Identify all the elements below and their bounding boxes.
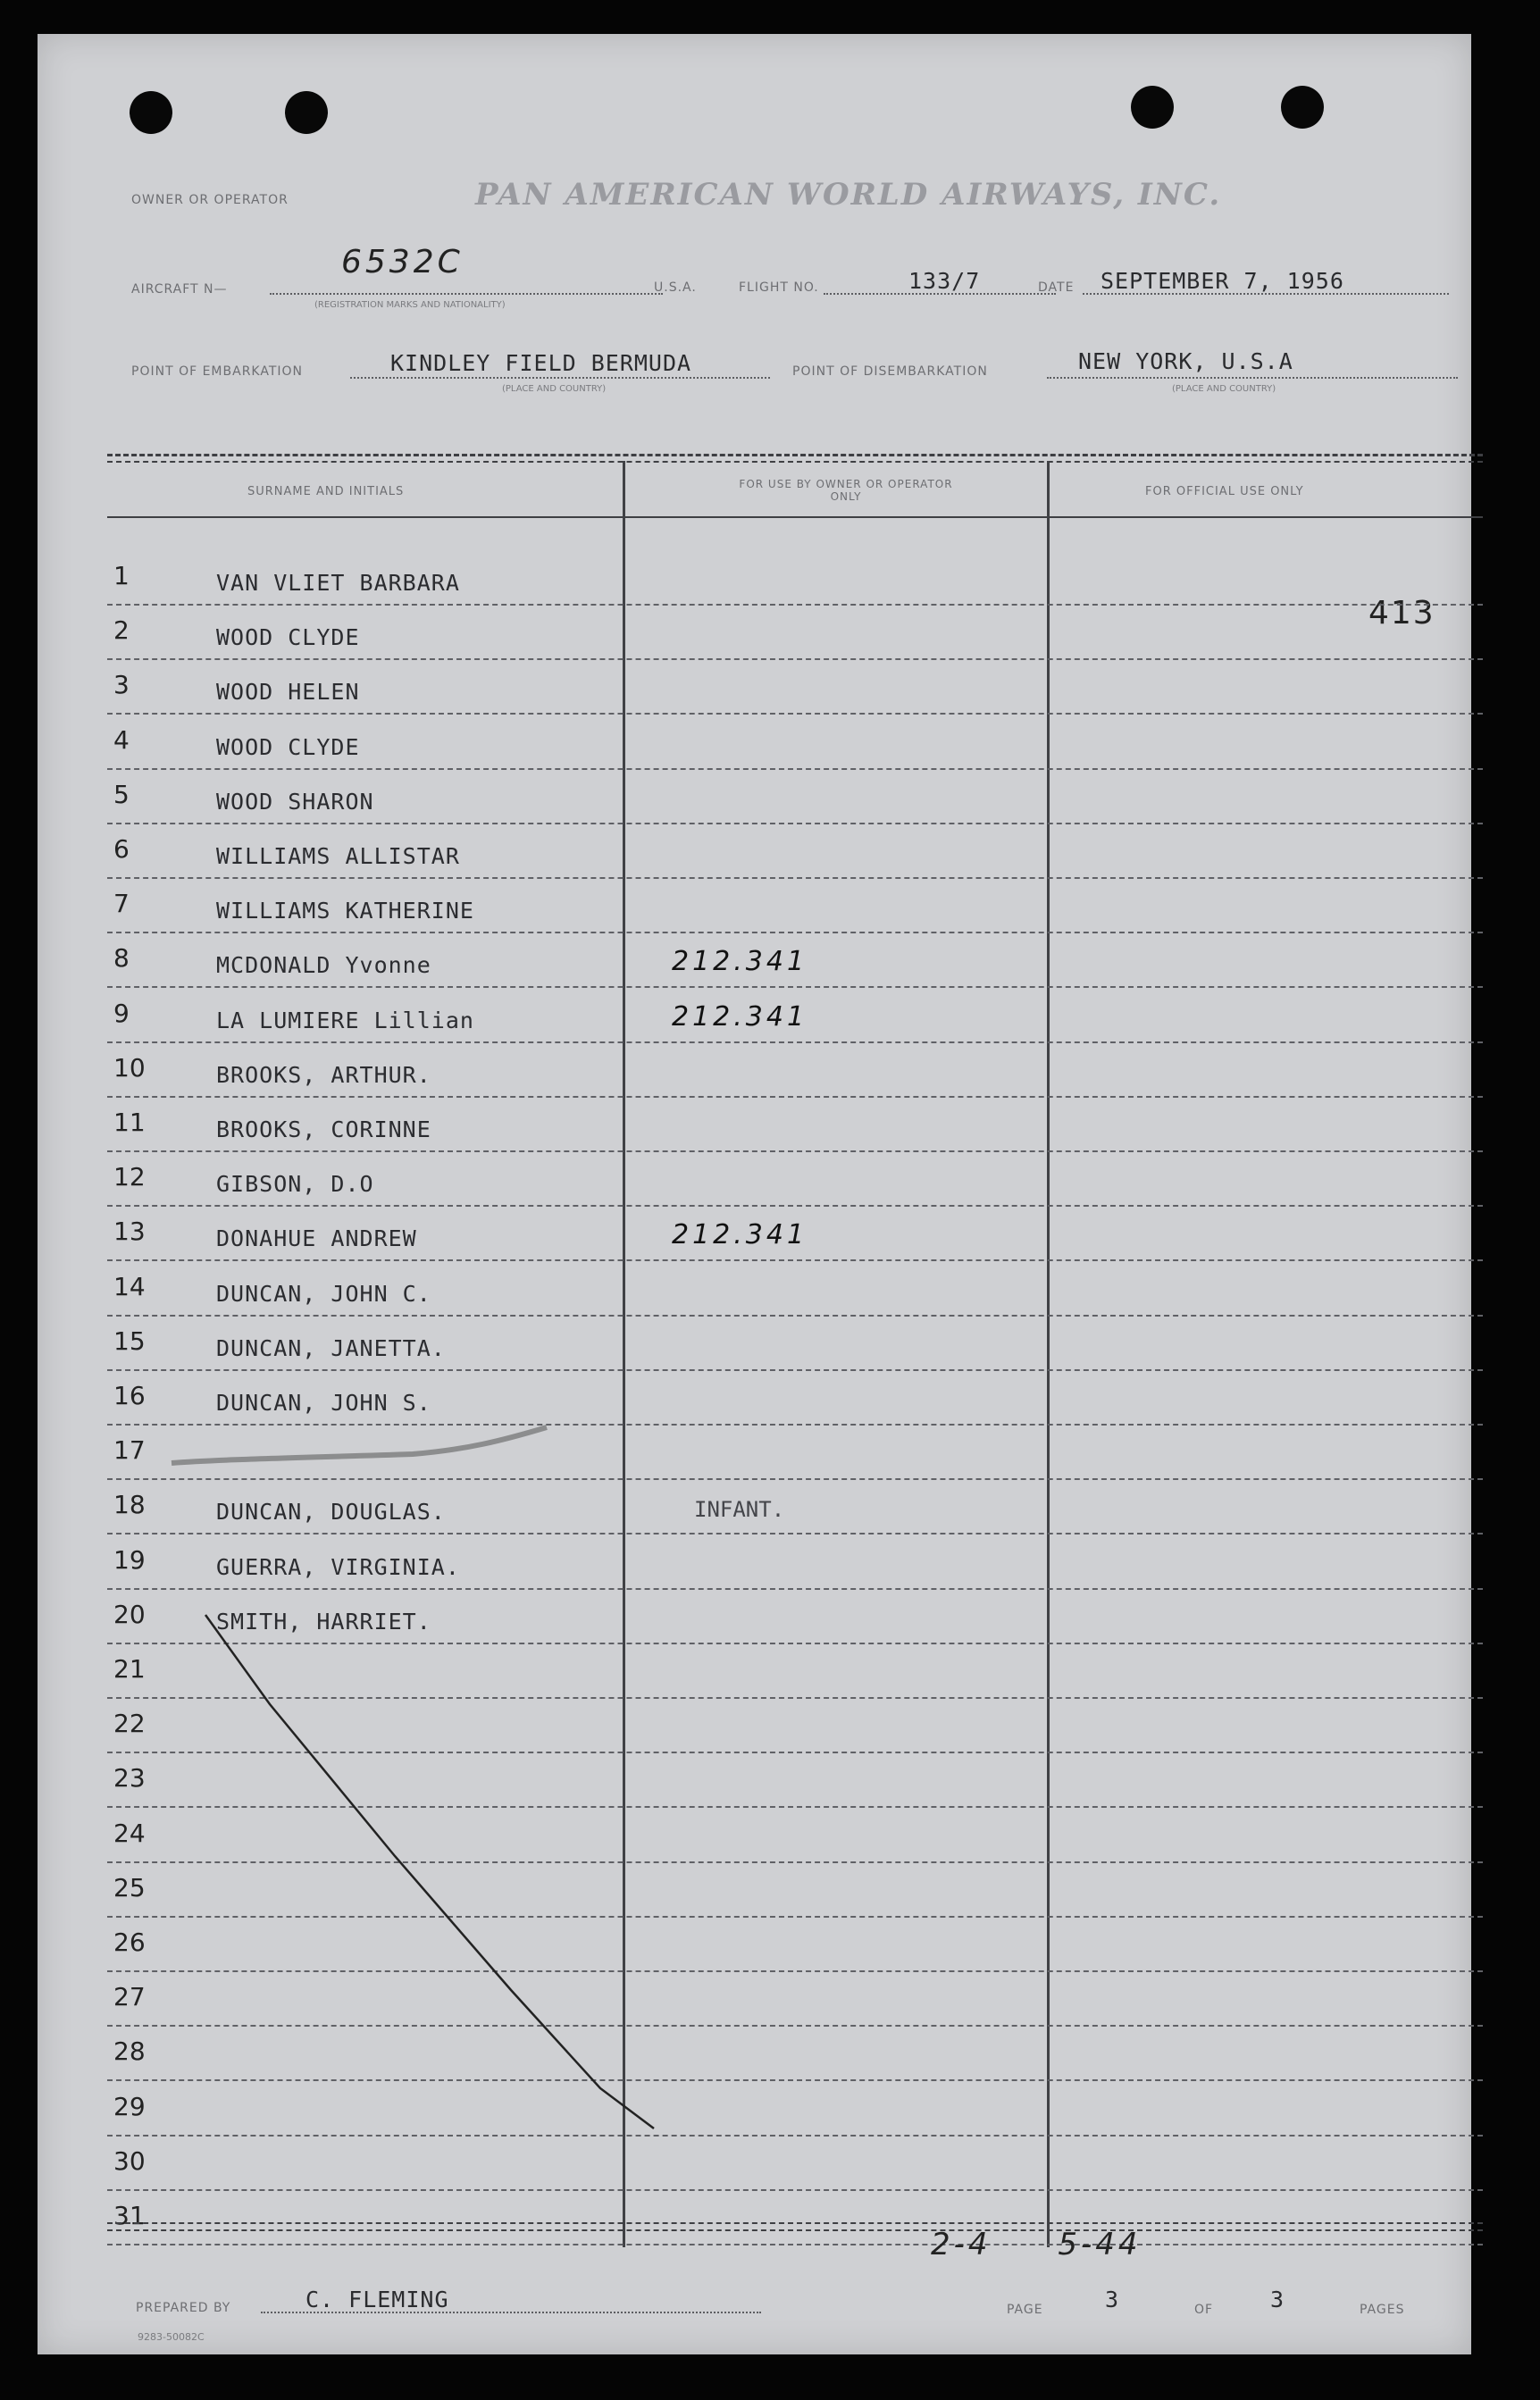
page-value: 3 <box>1105 2287 1120 2312</box>
passenger-name: WOOD HELEN <box>216 679 360 706</box>
flight-label: FLIGHT NO. <box>739 280 819 295</box>
row-number: 1 <box>113 561 130 590</box>
row-number: 27 <box>113 1982 146 2012</box>
col-header-owner-use: FOR USE BY OWNER OR OPERATOR ONLY <box>739 478 953 503</box>
row-number: 4 <box>113 724 130 755</box>
passenger-name: DONAHUE ANDREW <box>216 1225 417 1252</box>
row-number: 26 <box>113 1928 146 1957</box>
passenger-name: DUNCAN, JANETTA. <box>216 1334 446 1361</box>
row-number: 12 <box>113 1162 146 1192</box>
disembark-sub: (PLACE AND COUNTRY) <box>1172 384 1276 394</box>
passenger-name: BROOKS, CORINNE <box>216 1116 431 1142</box>
prepared-value: C. FLEMING <box>305 2287 449 2312</box>
embark-label: POINT OF EMBARKATION <box>131 364 304 379</box>
prepared-underline <box>261 2312 761 2313</box>
row-number: 15 <box>113 1325 146 1356</box>
row-number: 8 <box>113 943 130 974</box>
row-number: 23 <box>113 1763 146 1794</box>
form-number: 9283-50082C <box>138 2331 205 2343</box>
row-number: 3 <box>113 670 130 700</box>
row-number: 10 <box>113 1052 146 1083</box>
row-number: 20 <box>113 1599 146 1629</box>
row-number: 9 <box>113 998 130 1028</box>
of-label: OF <box>1194 2303 1214 2317</box>
row-number: 7 <box>113 889 130 919</box>
usa-label: U.S.A. <box>654 280 697 295</box>
passenger-name: GUERRA, VIRGINIA. <box>216 1553 460 1580</box>
page-label: PAGE <box>1007 2303 1043 2317</box>
owner-label: OWNER OR OPERATOR <box>131 193 289 207</box>
row-number: 28 <box>113 2036 146 2067</box>
disembark-value: NEW YORK, U.S.A <box>1078 348 1293 374</box>
row-number: 31 <box>113 2201 146 2230</box>
passenger-name: WOOD CLYDE <box>216 624 360 651</box>
margin-note: 413 <box>1368 595 1435 631</box>
embark-value: KINDLEY FIELD BERMUDA <box>390 350 692 376</box>
col-header-name: SURNAME AND INITIALS <box>247 485 405 498</box>
flight-value: 133/7 <box>908 268 981 294</box>
manifest-sheet <box>38 34 1471 2354</box>
passenger-name: VAN VLIET BARBARA <box>216 570 460 596</box>
passenger-name: WOOD CLYDE <box>216 733 360 760</box>
row-number: 22 <box>113 1709 146 1739</box>
row-number: 2 <box>113 615 130 646</box>
aircraft-sub: (REGISTRATION MARKS AND NATIONALITY) <box>314 300 506 310</box>
passenger-name: DUNCAN, JOHN S. <box>216 1390 431 1416</box>
passenger-name: DUNCAN, DOUGLAS. <box>216 1499 446 1526</box>
owner-use-note: INFANT. <box>694 1497 785 1523</box>
owner-use-code: 212.341 <box>672 946 808 978</box>
date-label: DATE <box>1038 280 1075 295</box>
embark-sub: (PLACE AND COUNTRY) <box>502 384 607 394</box>
table-bottom-rule-2 <box>107 2229 1483 2231</box>
row-number: 17 <box>113 1435 146 1466</box>
owner-value: PAN AMERICAN WORLD AIRWAYS, INC. <box>475 177 1222 213</box>
row-number: 11 <box>113 1108 146 1137</box>
passenger-name: DUNCAN, JOHN C. <box>216 1280 431 1307</box>
passenger-name: WOOD SHARON <box>216 788 374 815</box>
passenger-name: BROOKS, ARTHUR. <box>216 1061 431 1088</box>
prepared-label: PREPARED BY <box>136 2301 231 2315</box>
row-number: 16 <box>113 1381 146 1410</box>
row-number: 6 <box>113 834 130 864</box>
row-number: 30 <box>113 2145 146 2176</box>
of-value: 3 <box>1270 2287 1285 2312</box>
bottom-note: 2-4 5-44 <box>931 2227 1142 2262</box>
row-number: 29 <box>113 2091 146 2121</box>
passenger-name: LA LUMIERE Lillian <box>216 1007 474 1033</box>
passenger-name: WILLIAMS KATHERINE <box>216 898 474 924</box>
table-bottom-rule <box>107 2222 1483 2224</box>
row-number: 5 <box>113 779 130 809</box>
aircraft-value: 6532C <box>341 244 464 280</box>
col-header-official-use: FOR OFFICIAL USE ONLY <box>1145 485 1304 498</box>
passenger-name: WILLIAMS ALLISTAR <box>216 843 460 869</box>
date-value: SEPTEMBER 7, 1956 <box>1101 268 1344 294</box>
disembark-label: POINT OF DISEMBARKATION <box>792 364 988 379</box>
passenger-name: MCDONALD Yvonne <box>216 952 431 979</box>
passenger-name: SMITH, HARRIET. <box>216 1608 431 1635</box>
owner-use-code: 212.341 <box>672 1219 808 1251</box>
row-number: 24 <box>113 1818 146 1848</box>
row-number: 14 <box>113 1271 146 1301</box>
row-number: 19 <box>113 1544 146 1575</box>
row-number: 18 <box>113 1490 146 1520</box>
pages-label: PAGES <box>1360 2303 1405 2317</box>
owner-use-code: 212.341 <box>672 1000 808 1033</box>
aircraft-label: AIRCRAFT N— <box>131 282 228 297</box>
cancel-line <box>38 34 1471 2354</box>
passenger-name: GIBSON, D.O <box>216 1171 374 1198</box>
row-number: 21 <box>113 1654 146 1684</box>
row-number: 13 <box>113 1217 146 1247</box>
row-number: 25 <box>113 1872 146 1902</box>
